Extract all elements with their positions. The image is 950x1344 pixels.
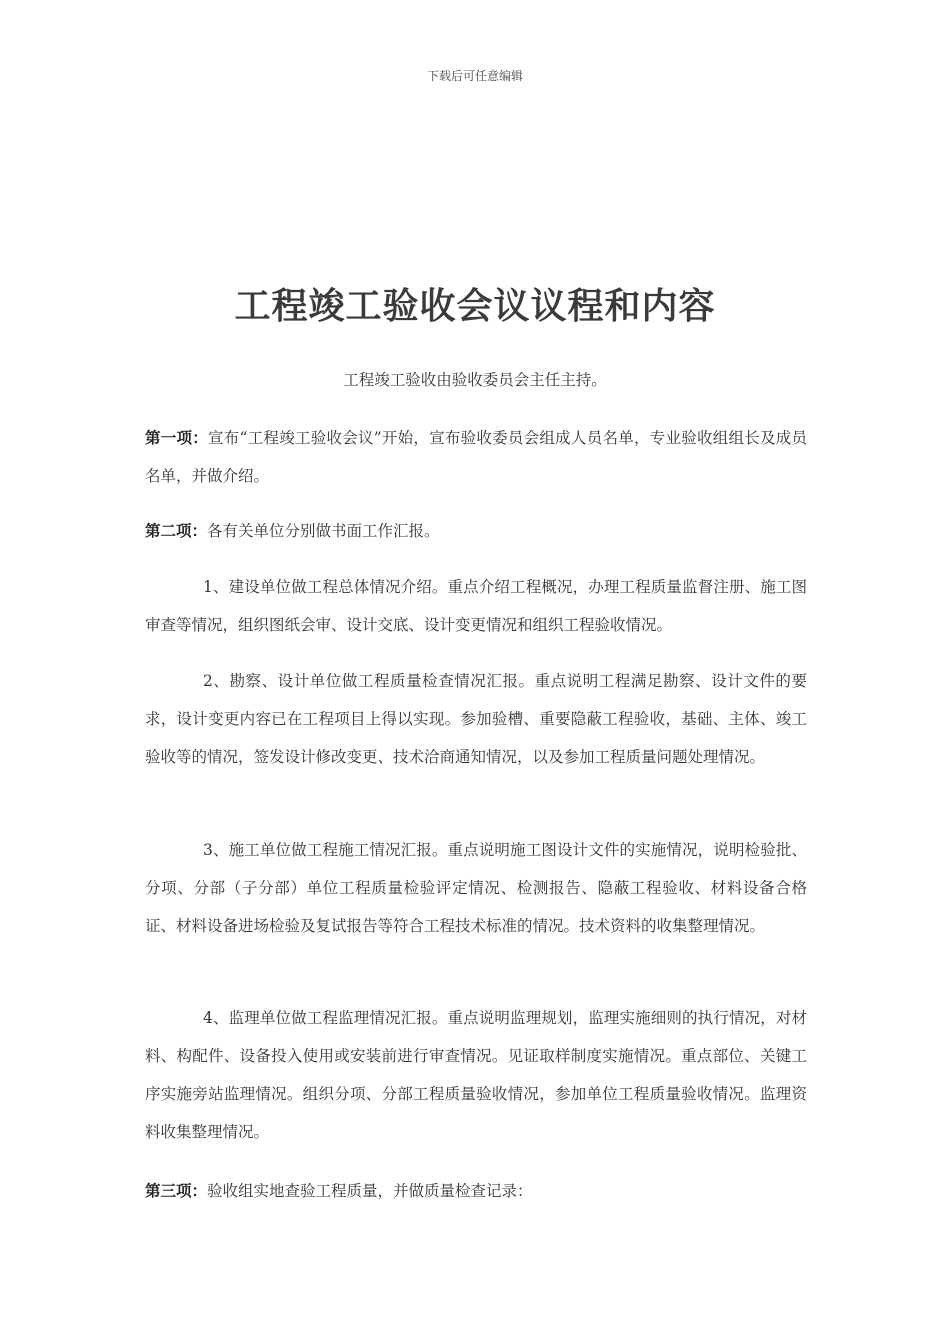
sub-item-1-text: 1、建设单位做工程总体情况介绍。重点介绍工程概况，办理工程质量监督注册、施工图审查等情况，组织图纸会审、设计交底、设计变更情况和组织工程验收情况。 [145,578,807,634]
item-3-label: 第三项： [145,1181,208,1200]
header-note: 下载后可任意编辑 [426,69,523,83]
item-2-text: 各有关单位分别做书面工作汇报。 [207,522,440,540]
sub-item-2-text: 2、勘察、设计单位做工程质量检查情况汇报。重点说明工程满足勘察、设计文件的要求，设计变更内容已在工程项目上得以实现。参加验槽、重要隐蔽工程验收，基础、主体、竣工验收等的情况，签发设计修改变更、技术洽商通知情况，以及参加工程质量问题处理情况。 [145,672,807,766]
item-1-label: 第一项： [145,428,209,447]
item-2-label: 第二项： [145,521,208,540]
sub-item-3-text: 3、施工单位做工程施工情况汇报。重点说明施工图设计文件的实施情况，说明检验批、分项、分部（子分部）单位工程质量检验评定情况、检测报告、隐蔽工程验收、材料设备合格证、材料设备进场检验及复试报告等符合工程技术标准的情况。技术资料的收集整理情况。 [145,841,807,935]
sub-item-4-text: 4、监理单位做工程监理情况汇报。重点说明监理规划，监理实施细则的执行情况，对材料、构配件、设备投入使用或安装前进行审查情况。见证取样制度实施情况。重点部位、关键工序实施旁站监理情况。组织分项、分部工程质量验收情况，参加单位工程质量验收情况。监理资料收集整理情况。 [145,1009,807,1141]
item-3-paragraph [145,1172,807,1210]
sub-item-2-paragraph [145,662,807,776]
item-1-paragraph [145,419,807,495]
sub-item-3-paragraph [145,831,807,945]
item-3-text: 验收组实地查验工程质量，并做质量检查记录： [207,1182,533,1200]
intro-paragraph: 工程竣工验收由验收委员会主任主持。 [343,371,607,389]
sub-item-1-paragraph [145,568,807,644]
document-title: 工程竣工验收会议议程和内容 [234,285,716,327]
sub-item-4-paragraph [145,999,807,1151]
item-2-paragraph [145,512,807,550]
item-1-text: 宣布“工程竣工验收会议”开始，宣布验收委员会组成人员名单，专业验收组组长及成员名单，并做介绍。 [145,429,807,485]
